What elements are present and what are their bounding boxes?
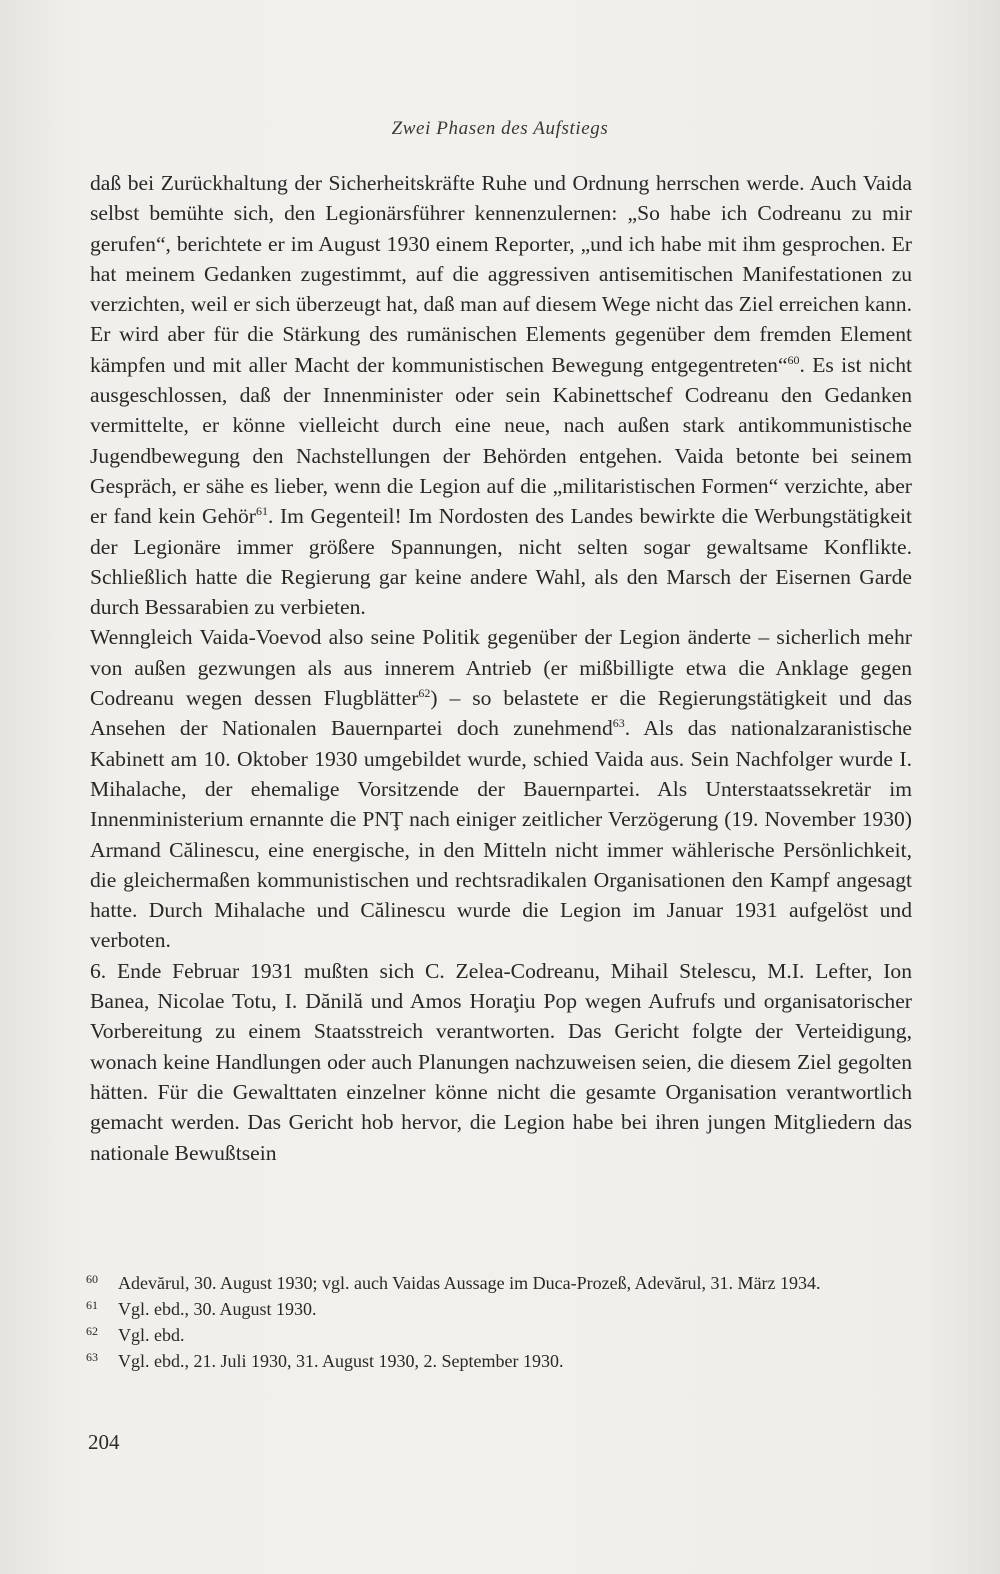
body-text — [90, 168, 912, 1168]
footnote-text: Vgl. ebd., 30. August 1930. — [118, 1299, 317, 1319]
text-run: daß bei Zurückhaltung der Sicherheitskräfte Ruhe und Ordnung herrschen werde. Auch Vaida selbst bemühte sich, den Legionärsführer kennenzulernen: „So habe ich Codreanu zu mir gerufen“, berichtete er im August 1930 einem Reporter, „und ich habe mit ihm gesprochen. Er hat meinem Gedanken zugestimmt, auf die aggressiven antisemitischen Manifestationen zu verzichten, weil er sich überzeugt hat, daß man auf diesem Wege nicht das Ziel erreichen kann. Er wird aber für die Stärkung des rumänischen Elements gegenüber dem fremden Element kämpfen und mit aller Macht der kommunistischen Bewegung entgegentreten“ — [90, 171, 912, 377]
footnote-ref: 62 — [418, 685, 431, 700]
footnote-ref: 60 — [787, 352, 800, 367]
footnote-text: Vgl. ebd. — [118, 1325, 185, 1345]
running-head: Zwei Phasen des Aufstiegs — [391, 118, 609, 139]
text-run: 6. Ende Februar 1931 mußten sich C. Zelea-Codreanu, Mihail Stelescu, M.I. Lefter, Ion Banea, Nicolae Totu, I. Dănilă und Amos Horaţiu Pop wegen Aufrufs und organisatorischer Vorbereitung zu einem Staatsstreich verantworten. Das Gericht folgte der Verteidigung, wonach keine Handlungen oder auch Planungen nachzuweisen seien, die diesem Ziel gegolten hätten. Für die Gewalttaten einzelner könne nicht die gesamte Organisation verantwortlich gemacht werden. Das Gericht hob hervor, die Legion habe bei ihren jungen Mitgliedern das nationale Bewußtsein — [90, 958, 912, 1165]
footnote-number: 63 — [86, 1350, 98, 1364]
text-run: . Es ist nicht ausgeschlossen, daß der Innenminister oder sein Kabinettschef Codreanu den Gedanken vermittelte, er könne vielleicht durch eine neue, nach außen stark antikommunistische Jugendbewegung den Nachstellungen der Behörden entgehen. Vaida betonte bei seinem Gespräch, er sähe es lieber, wenn die Legion auf die „militaristischen Formen“ verzichte, aber er fand kein Gehör — [90, 352, 912, 529]
text-run: Wenngleich Vaida-Voevod also seine Politik gegenüber der Legion änderte – sicherlich mehr von außen gezwungen als aus innerem Antrieb (er mißbilligte etwa die Anklage gegen Codreanu wegen dessen Flugblätter — [90, 625, 912, 711]
footnote-ref: 63 — [612, 716, 625, 731]
text-run: . Im Gegenteil! Im Nordosten des Landes bewirkte die Werbungstätigkeit der Legionäre immer größere Spannungen, nicht selten sogar gewaltsame Konflikte. Schließlich hatte die Regierung gar keine andere Wahl, als den Marsch der Eisernen Garde durch Bessarabien zu verbieten. — [90, 504, 912, 620]
paragraph — [90, 956, 912, 1168]
footnote — [86, 1272, 916, 1294]
footnote-number: 61 — [86, 1298, 98, 1312]
text-run: . Als das nationalzaranistische Kabinett am 10. Oktober 1930 umgebildet wurde, schied Vaida aus. Sein Nachfolger wurde I. Mihalache, der ehemalige Vorsitzende der Bauernpartei. Als Unterstaatssekretär im Innenministerium ernannte die PNŢ nach einiger zeitlicher Verzögerung (19. November 1930) Armand Călinescu, eine energische, in den Mitteln nicht immer wählerische Persönlichkeit, die gleichermaßen kommunistischen und rechtsradikalen Organisationen den Kampf angesagt hatte. Durch Mihalache und Călinescu wurde die Legion im Januar 1931 aufgelöst und verboten. — [90, 716, 912, 953]
paragraph — [90, 168, 912, 622]
page-number: 204 — [88, 1430, 120, 1454]
footnote-text: Vgl. ebd., 21. Juli 1930, 31. August 1930, 2. September 1930. — [118, 1351, 564, 1371]
footnote — [86, 1350, 916, 1372]
paragraph — [90, 622, 912, 955]
footnote-ref: 61 — [255, 504, 268, 519]
footnote-number: 62 — [86, 1324, 98, 1338]
text-run: ) – so belastete er die Regierungstätigkeit und das Ansehen der Nationalen Bauernpartei doch zunehmend — [90, 686, 912, 741]
footnote-number: 60 — [86, 1272, 98, 1286]
footnote — [86, 1324, 916, 1346]
footnote — [86, 1298, 916, 1320]
footnote-text: Adevărul, 30. August 1930; vgl. auch Vaidas Aussage im Duca-Prozeß, Adevărul, 31. März 1934. — [118, 1273, 821, 1293]
footnotes — [86, 1272, 916, 1376]
